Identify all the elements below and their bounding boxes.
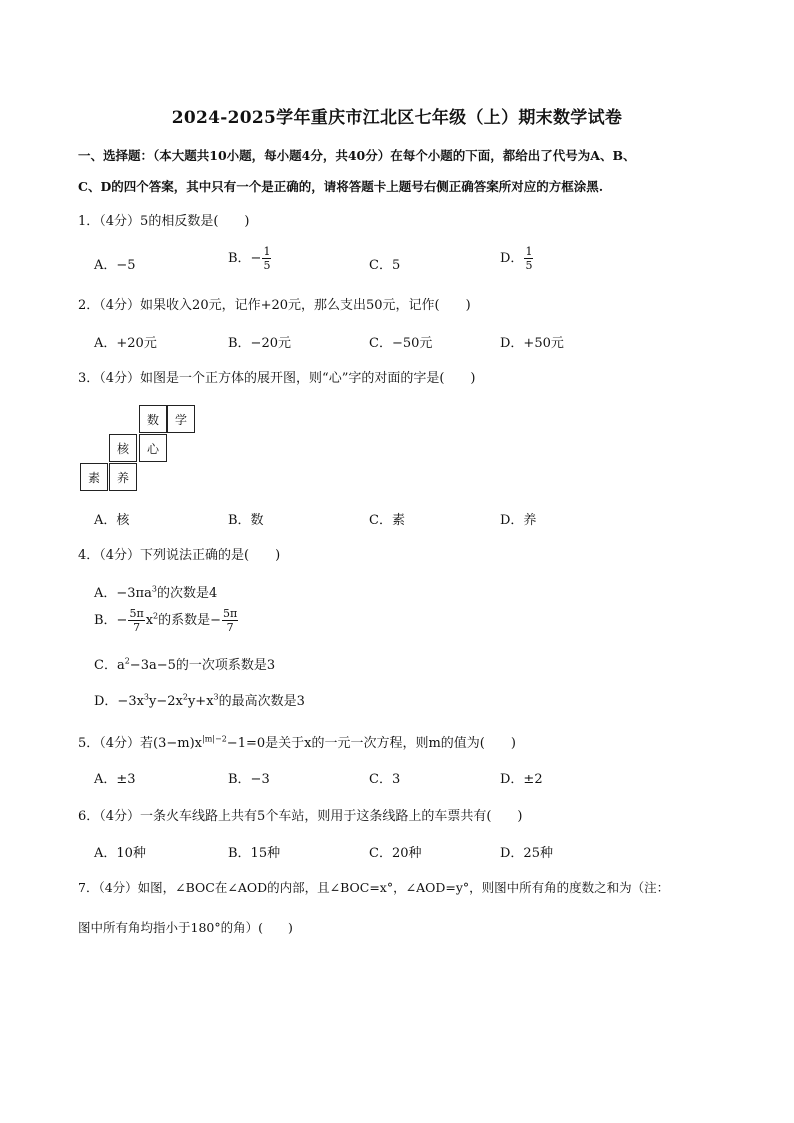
q6-option-b: B．15种: [228, 846, 281, 861]
cube-net-cell-he: 核: [109, 434, 137, 462]
question-3-stem: 3．（4分）如图是一个正方体的展开图，则“心”字的对面的字是( ): [78, 371, 476, 386]
cube-net-cell-xue: 学: [167, 405, 195, 433]
section-instructions-line2: C、D的四个答案，其中只有一个是正确的，请将答题卡上题号右侧正确答案所对应的方框涂黑.: [78, 179, 604, 194]
q1-option-b: B．− $\frac{1}{5}$: [228, 245, 271, 272]
q5-option-c: C．3: [369, 772, 401, 787]
cube-net-cell-su: 素: [80, 463, 108, 491]
question-7-stem-line2: 图中所有角均指小于180°的角）( ): [78, 920, 293, 935]
q5-option-b: B．−3: [228, 772, 270, 787]
q4-option-d: D．$-3x^3y-2x^2y+x^3$的最高次数是3: [94, 692, 305, 709]
question-1-stem: 1．（4分）5的相反数是( ): [78, 214, 250, 229]
question-5-stem: 5．（4分）若$(3-m)x^{|m|-2}-1=0$是关于x的一元一次方程，则m的值为( ): [78, 734, 516, 751]
q4-option-b: B．− $\frac{5\pi}{7}$ $x^2$的系数是− $\frac{5\pi}{7}$: [94, 607, 238, 634]
question-7-stem-line1: 7．（4分）如图，∠BOC在∠AOD的内部，且∠BOC=x°，∠AOD=y°，则图中所有角的度数之和为（注：: [78, 880, 670, 895]
q3-option-d: D．养: [500, 513, 537, 528]
cube-net-cell-shu: 数: [139, 405, 167, 433]
q6-option-d: D．25种: [500, 846, 553, 861]
q6-option-a: A．10种: [94, 846, 146, 861]
q3-option-c: C．素: [369, 513, 405, 528]
q1-option-d: D． $\frac{1}{5}$: [500, 245, 533, 272]
question-2-stem: 2．（4分）如果收入20元，记作+20元，那么支出50元，记作( ): [78, 298, 471, 313]
q2-option-c: C．−50元: [369, 336, 433, 351]
section-instructions-line1: 一、选择题：（本大题共10小题，每小题4分，共40分）在每个小题的下面，都给出了代号为A、B、: [78, 148, 636, 163]
cube-net-cell-yang: 养: [109, 463, 137, 491]
question-6-stem: 6．（4分）一条火车线路上共有5个车站，则用于这条线路上的车票共有( ): [78, 809, 523, 824]
question-4-stem: 4．（4分）下列说法正确的是( ): [78, 548, 281, 563]
q1-option-a: A．−5: [94, 258, 136, 273]
q2-option-b: B．−20元: [228, 336, 291, 351]
q4-option-c: C．$a^2-3a-5$的一次项系数是3: [94, 656, 276, 673]
q2-option-a: A．+20元: [94, 336, 157, 351]
q2-option-d: D．+50元: [500, 336, 564, 351]
q5-option-a: A．±3: [94, 772, 136, 787]
q5-option-d: D．±2: [500, 772, 543, 787]
q6-option-c: C．20种: [369, 846, 422, 861]
q3-option-a: A．核: [94, 513, 130, 528]
q4-option-a: A．$-3\pi a^3$的次数是4: [94, 584, 218, 601]
q3-option-b: B．数: [228, 513, 264, 528]
cube-net-cell-xin: 心: [139, 434, 167, 462]
q1-option-c: C．5: [369, 258, 401, 273]
page-title: 2024-2025学年重庆市江北区七年级（上）期末数学试卷: [171, 108, 623, 128]
